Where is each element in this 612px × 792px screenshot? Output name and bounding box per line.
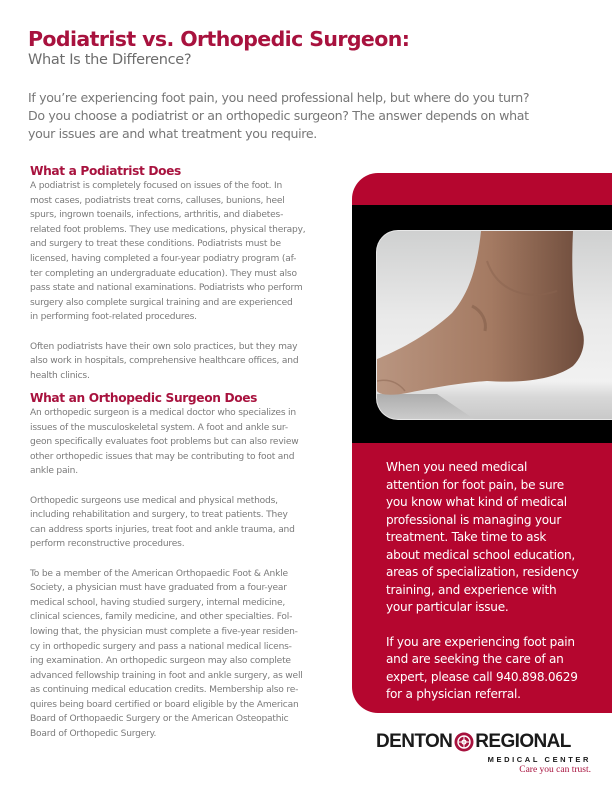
intro-line: Do you choose a podiatrist or an orthopedic surgeon? The answer depends on what <box>28 108 529 123</box>
text-line: Often podiatrists have their own solo practices, but they may <box>30 341 298 352</box>
text-line: quires being board certified or board eligible by the American <box>30 699 299 710</box>
text-line: cy in orthopedic surgery and pass a national medical licens- <box>30 641 292 652</box>
text-line: Board of Orthopedic Surgery. <box>30 729 157 740</box>
logo-word-right: REGIONAL <box>475 731 571 752</box>
denton-regional-logo <box>376 731 596 791</box>
text-line: medical school, having studied surgery, internal medicine, <box>30 597 286 608</box>
text-line: perform reconstructive procedures. <box>30 539 185 550</box>
text-line: attention for foot pain, be sure <box>386 477 565 492</box>
text-line: If you are experiencing foot pain <box>386 634 575 649</box>
text-line: pass state and national examinations. Podiatrists who perform <box>30 283 303 294</box>
text-line: ankle pain. <box>30 466 78 477</box>
text-line: Society, a physician must have graduated from a four-year <box>30 583 287 594</box>
text-line: in performing foot-related procedures. <box>30 312 197 323</box>
flower-emblem-icon <box>454 732 474 752</box>
section-heading: What an Orthopedic Surgeon Does <box>30 391 258 405</box>
text-line: Board of Orthopaedic Surgery or the American Osteopathic <box>30 714 289 725</box>
text-line: geon specifically evaluates foot problems but can also review <box>30 437 299 448</box>
callout-text <box>386 459 610 704</box>
text-line: A podiatrist is completely focused on issues of the foot. In <box>30 181 283 191</box>
logo-subtitle: MEDICAL CENTER <box>487 755 591 764</box>
text-line: To be a member of the American Orthopaedic Foot & Ankle <box>30 568 288 579</box>
callout-panel <box>352 173 612 713</box>
text-line: health clinics. <box>30 370 90 381</box>
text-line: treatment. Take time to ask <box>386 530 547 544</box>
page-title: Podiatrist vs. Orthopedic Surgeon: <box>28 27 410 51</box>
logo-wordmark <box>376 731 571 753</box>
text-line: as continuing medical education credits. Membership also re- <box>30 685 299 696</box>
text-line: most cases, podiatrists treat corns, calluses, bunions, heel <box>30 195 285 206</box>
logo-tagline: Care you can trust. <box>519 765 591 775</box>
text-line: training, and experience with <box>386 582 557 597</box>
text-line: An orthopedic surgeon is a medical doctor who specializes in <box>30 408 296 418</box>
text-line: ter completing an undergraduate education). They must also <box>30 268 297 279</box>
foot-photo <box>376 230 612 420</box>
text-line: advanced fellowship training in foot and ankle surgery, as well <box>30 670 303 681</box>
text-line: licensed, having completed a four-year podiatry program (af- <box>30 253 297 264</box>
text-line: other orthopedic issues that may be contributing to foot and <box>30 451 295 462</box>
paragraph <box>30 179 330 325</box>
text-line: related foot problems. They use medications, physical therapy, <box>30 224 306 235</box>
text-line: spurs, ingrown toenails, infections, arthritis, and diabetes- <box>30 210 284 221</box>
text-line: for a physician referral. <box>386 687 521 701</box>
section-orthopedic-surgeon <box>30 391 330 742</box>
text-line: ing examination. An orthopedic surgeon may also complete <box>30 656 291 667</box>
text-line: When you need medical <box>386 460 528 474</box>
text-line: and surgery to treat these conditions. Podiatrists must be <box>30 239 281 250</box>
logo-word-left: DENTON <box>376 731 453 752</box>
text-line: areas of specialization, residency <box>386 565 579 579</box>
text-line: can address sports injuries, treat foot and ankle trauma, and <box>30 524 295 535</box>
page-subtitle: What Is the Difference? <box>28 52 192 68</box>
text-line: and are seeking the care of an <box>386 652 564 666</box>
text-line: professional is managing your <box>386 512 562 527</box>
section-podiatrist <box>30 164 330 383</box>
intro-line: your issues are and what treatment you require. <box>28 126 317 141</box>
intro-line: If you’re experiencing foot pain, you need professional help, but where do you turn? <box>28 90 530 105</box>
text-line: lowing that, the physician must complete a five-year residen- <box>30 626 298 637</box>
text-line: issues of the musculoskeletal system. A foot and ankle sur- <box>30 422 288 433</box>
paragraph <box>30 494 330 552</box>
bare-foot-illustration <box>377 231 612 420</box>
paragraph <box>30 567 330 742</box>
text-line: about medical school education, <box>386 547 575 562</box>
referral-phone-line: expert, please call 940.898.0629 <box>386 669 578 684</box>
section-heading: What a Podiatrist Does <box>30 164 181 178</box>
text-line: Orthopedic surgeons use medical and physical methods, <box>30 495 278 506</box>
text-line: including rehabilitation and surgery, to treat patients. They <box>30 510 288 521</box>
intro-paragraph <box>28 89 558 143</box>
paragraph <box>30 406 330 479</box>
text-line: surgery also complete surgical training and are experienced <box>30 297 293 308</box>
text-line: you know what kind of medical <box>386 495 567 509</box>
text-line: also work in hospitals, comprehensive healthcare offices, and <box>30 356 299 367</box>
paragraph <box>30 340 330 384</box>
text-line: clinical sciences, family medicine, and other specialties. Fol- <box>30 612 293 623</box>
text-line: your particular issue. <box>386 600 509 614</box>
